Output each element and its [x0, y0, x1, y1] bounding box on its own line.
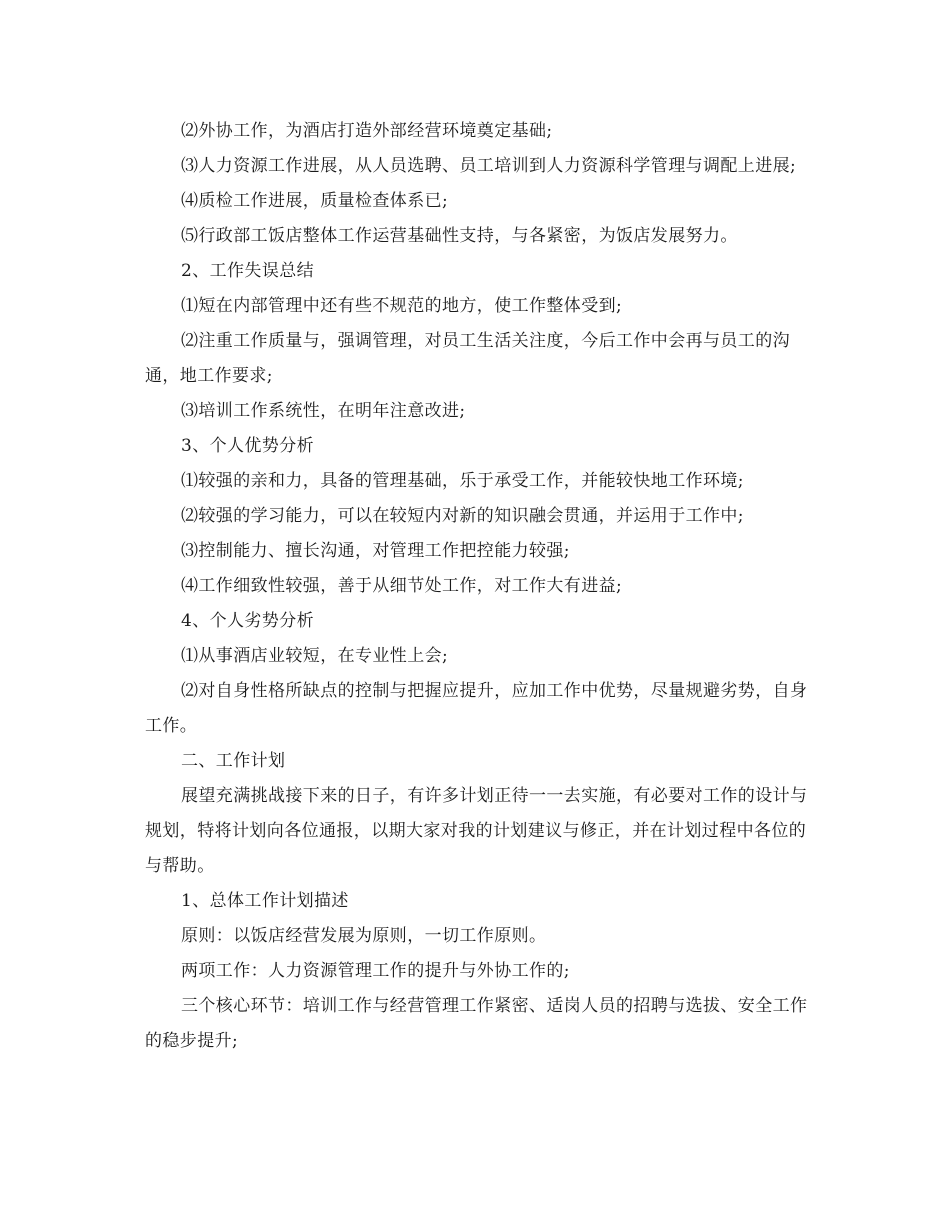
paragraph: 展望充满挑战接下来的日子，有许多计划正待一一去实施，有必要对工作的设计与规划，特将计划向各位通报，以期大家对我的计划建议与修正，并在计划过程中各位的与帮助。 — [145, 786, 808, 876]
paragraph: 三个核心环节：培训工作与经营管理工作紧密、适岗人员的招聘与选拔、安全工作的稳步提升; — [145, 996, 808, 1051]
paragraph: ⑴较强的亲和力，具备的管理基础，乐于承受工作，并能较快地工作环境; — [181, 471, 744, 491]
section-heading: 3、个人优势分析 — [181, 436, 315, 456]
paragraph: ⑶控制能力、擅长沟通，对管理工作把控能力较强; — [181, 541, 570, 561]
paragraph: ⑸行政部工饭店整体工作运营基础性支持，与各紧密，为饭店发展努力。 — [181, 226, 738, 246]
paragraph: ⑴短在内部管理中还有些不规范的地方，使工作整体受到; — [181, 296, 623, 316]
paragraph: ⑵较强的学习能力，可以在较短内对新的知识融会贯通，并运用于工作中; — [181, 506, 744, 526]
paragraph: ⑷质检工作进展，质量检查体系已; — [181, 191, 449, 211]
paragraph: 原则：以饭店经营发展为原则，一切工作原则。 — [181, 926, 547, 946]
paragraph: ⑴从事酒店业较短，在专业性上会; — [181, 646, 449, 666]
chapter-heading: 二、工作计划 — [181, 751, 286, 771]
section-heading: 4、个人劣势分析 — [181, 611, 315, 631]
document-body — [145, 114, 810, 1059]
paragraph: ⑶培训工作系统性，在明年注意改进; — [181, 401, 466, 421]
paragraph: ⑵注重工作质量与，强调管理，对员工生活关注度，今后工作中会再与员工的沟通，地工作要求; — [145, 331, 790, 386]
section-heading: 2、工作失误总结 — [181, 261, 315, 281]
paragraph: ⑵外协工作，为酒店打造外部经营环境奠定基础; — [181, 121, 553, 141]
paragraph: ⑶人力资源工作进展，从人员选聘、员工培训到人力资源科学管理与调配上进展; — [181, 156, 797, 176]
section-heading: 1、总体工作计划描述 — [181, 891, 349, 911]
paragraph: ⑵对自身性格所缺点的控制与把握应提升，应加工作中优势，尽量规避劣势，自身工作。 — [145, 681, 808, 736]
paragraph: ⑷工作细致性较强，善于从细节处工作，对工作大有进益; — [181, 576, 623, 596]
paragraph: 两项工作：人力资源管理工作的提升与外协工作的; — [181, 961, 570, 981]
